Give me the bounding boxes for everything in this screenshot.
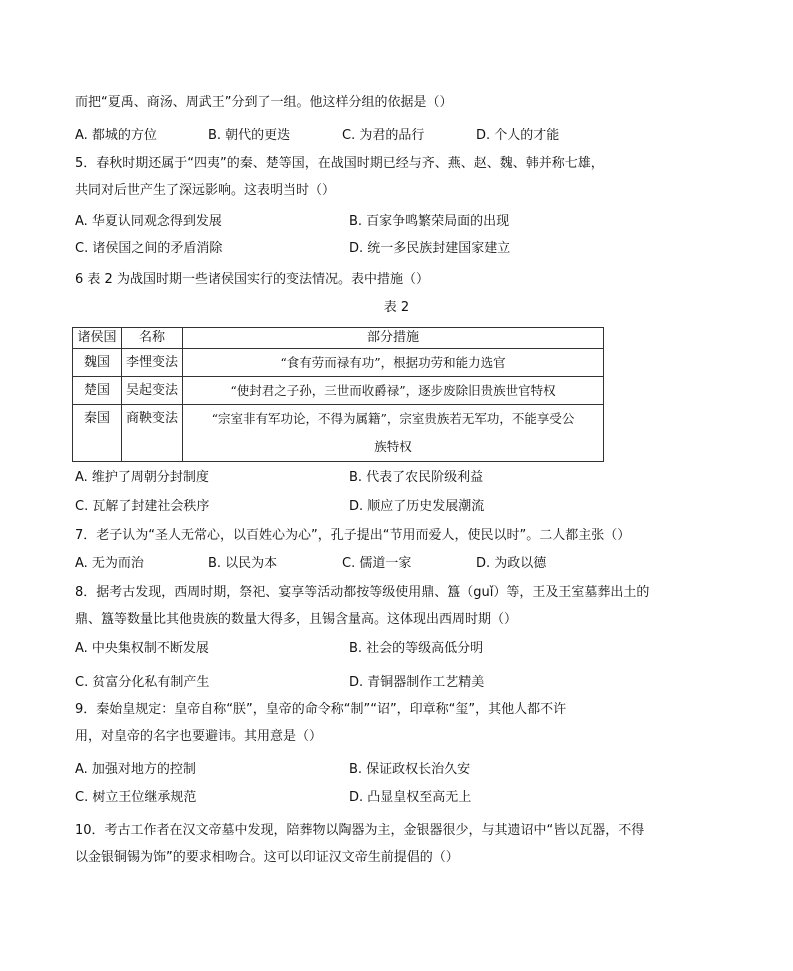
q6-option-d: D. 顺应了历史发展潮流 (349, 499, 485, 514)
header-name: 名称 (122, 328, 183, 349)
q8-stem-line2: 鼎、簋等数量比其他贵族的数量大得多，且锡含量高。这体现出西周时期（） (75, 612, 518, 627)
row-measure: “使封君之子孙，三世而收爵禄”，逐步废除旧贵族世官特权 (183, 377, 604, 405)
q6-stem: 6 表 2 为战国时期一些诸侯国实行的变法情况。表中措施（） (75, 272, 429, 287)
q6-option-c: C. 瓦解了封建社会秩序 (75, 499, 210, 514)
q7-stem: 7．老子认为“圣人无常心，以百姓心为心”，孔子提出“节用而爱人，使民以时”。二人都主张（） (75, 528, 631, 543)
reform-table (72, 327, 604, 462)
q7-option-c: C. 儒道一家 (342, 556, 412, 571)
q4-option-d: D. 个人的才能 (476, 128, 560, 143)
q9-stem-line1: 9．秦始皇规定：皇帝自称“朕”，皇帝的命令称“制”“诏”，印章称“玺”，其他人都不许 (75, 702, 567, 717)
q7-option-b: B. 以民为本 (208, 556, 278, 571)
row-state: 楚国 (73, 377, 122, 405)
q7-option-a: A. 无为而治 (75, 556, 144, 571)
table-caption: 表 2 (383, 300, 410, 315)
row-measure-line1: “宗室非有军功论，不得为属籍”，宗室贵族若无军功，不能享受公 (211, 411, 575, 426)
table-header-row (73, 328, 604, 349)
row-measure: “食有劳而禄有功”，根据功劳和能力选官 (183, 349, 604, 377)
q9-option-a: A. 加强对地方的控制 (75, 762, 196, 777)
q8-stem-line1: 8．据考古发现，西周时期，祭祀、宴享等活动都按等级使用鼎、簋（guǐ）等，王及王室墓葬出土的 (75, 585, 650, 600)
q4-option-c: C. 为君的品行 (342, 128, 425, 143)
row-state: 秦国 (73, 405, 122, 462)
row-reform-name: 吴起变法 (122, 377, 183, 405)
q4-option-a: A. 都城的方位 (75, 128, 157, 143)
q8-option-b: B. 社会的等级高低分明 (349, 641, 484, 656)
row-measure-line2: 族特权 (374, 439, 412, 454)
q7-option-d: D. 为政以德 (476, 556, 547, 571)
table-row (73, 349, 604, 377)
row-measure (183, 405, 604, 462)
q5-stem-line1: 5．春秋时期还属于“四夷”的秦、楚等国，在战国时期已经与齐、燕、赵、魏、韩并称七雄， (75, 156, 604, 171)
q6-option-b: B. 代表了农民阶级利益 (349, 470, 484, 485)
q5-option-c: C. 诸侯国之间的矛盾消除 (75, 241, 223, 256)
q9-option-d: D. 凸显皇权至高无上 (349, 790, 472, 805)
q8-option-a: A. 中央集权制不断发展 (75, 641, 209, 656)
q10-stem-line1: 10．考古工作者在汉文帝墓中发现，陪葬物以陶器为主，金银器很少，与其遗诏中“皆以瓦器，不得 (75, 823, 645, 838)
q9-option-c: C. 树立王位继承规范 (75, 790, 197, 805)
q4-option-b: B. 朝代的更迭 (208, 128, 291, 143)
q8-option-d: D. 青铜器制作工艺精美 (349, 675, 485, 690)
q10-stem-line2: 以金银铜锡为饰”的要求相吻合。这可以印证汉文帝生前提倡的（） (75, 850, 459, 865)
q5-option-a: A. 华夏认同观念得到发展 (75, 214, 222, 229)
q9-stem-line2: 用，对皇帝的名字也要避讳。其用意是（） (75, 729, 323, 744)
row-state: 魏国 (73, 349, 122, 377)
q5-option-b: B. 百家争鸣繁荣局面的出现 (349, 214, 510, 229)
header-state: 诸侯国 (73, 328, 122, 349)
table-row (73, 405, 604, 462)
table-row (73, 377, 604, 405)
q6-option-a: A. 维护了周朝分封制度 (75, 470, 209, 485)
q9-option-b: B. 保证政权长治久安 (349, 762, 471, 777)
row-reform-name: 商鞅变法 (122, 405, 183, 462)
q5-option-d: D. 统一多民族封建国家建立 (349, 241, 511, 256)
header-measure: 部分措施 (183, 328, 604, 349)
q8-option-c: C. 贫富分化私有制产生 (75, 675, 210, 690)
q5-stem-line2: 共同对后世产生了深远影响。这表明当时（） (75, 183, 336, 198)
row-reform-name: 李悝变法 (122, 349, 183, 377)
q4-stem: 而把“夏禹、商汤、周武王”分到了一组。他这样分组的依据是（） (75, 95, 453, 110)
